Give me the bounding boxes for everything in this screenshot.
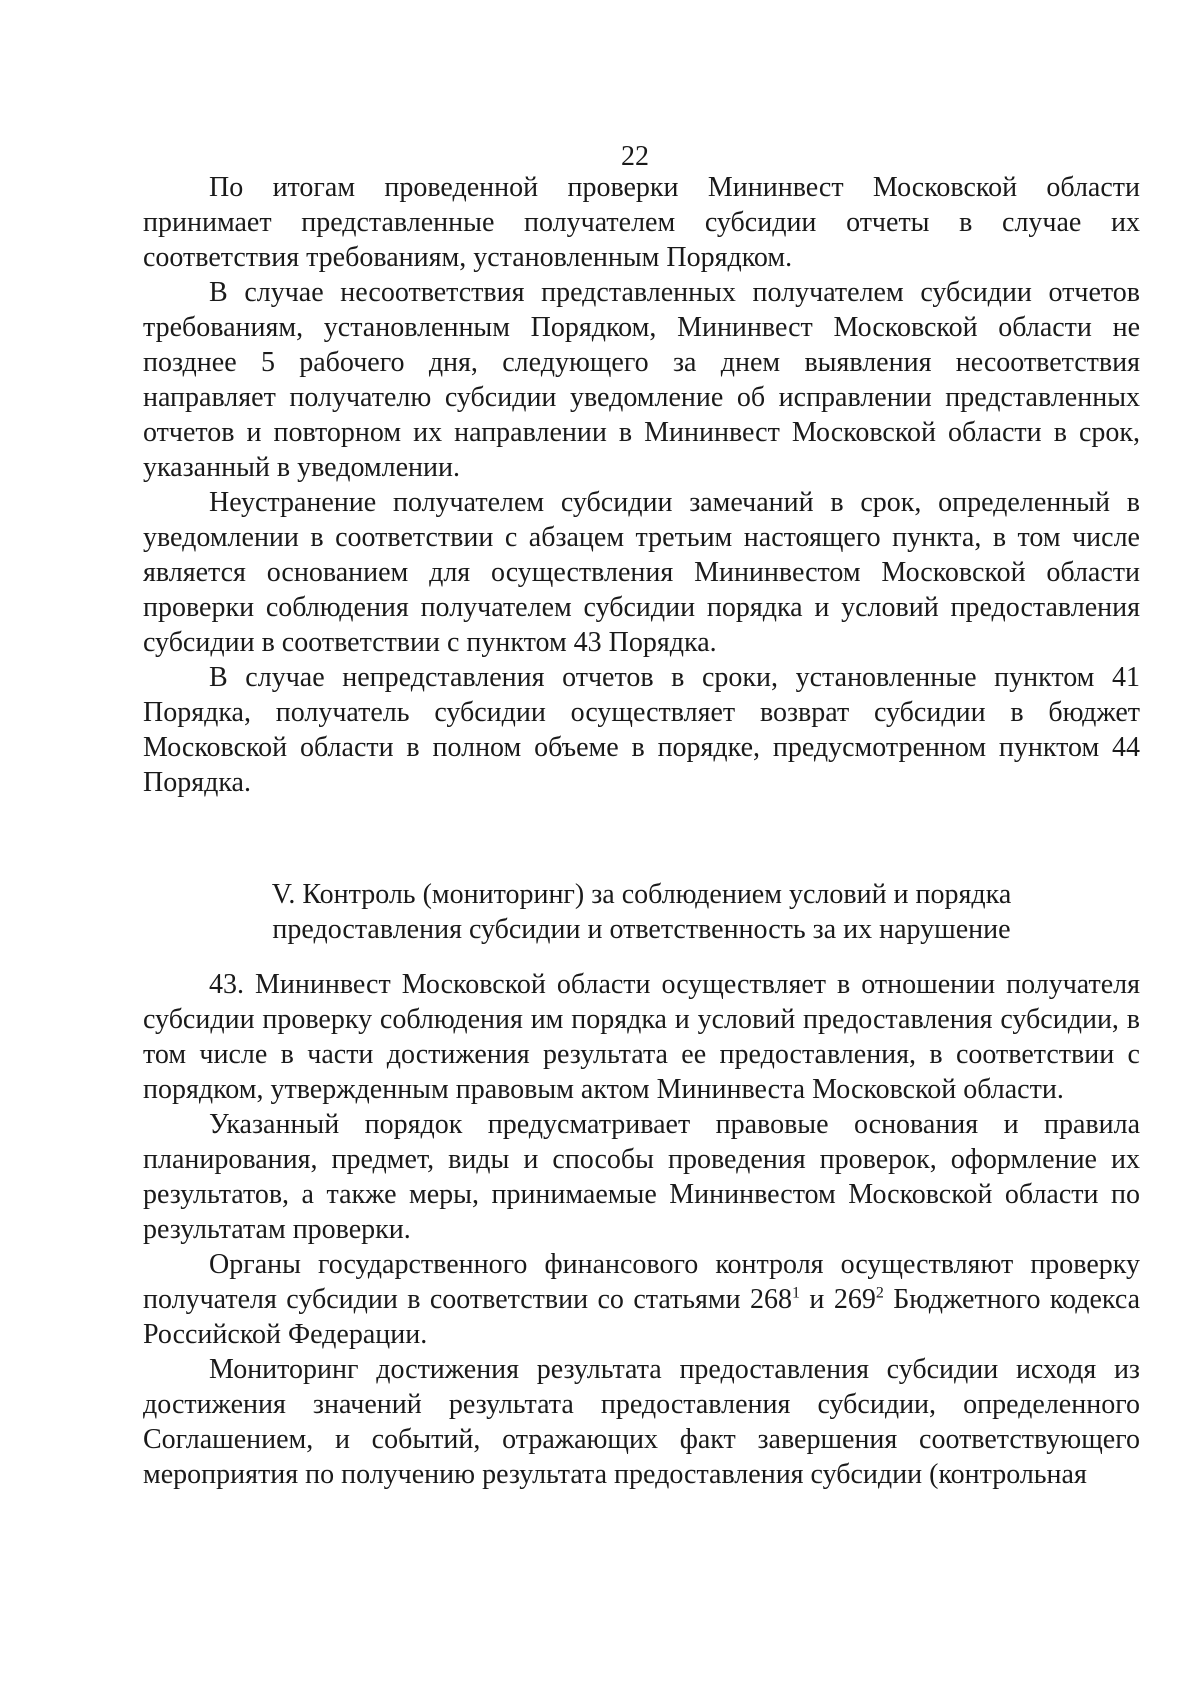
section-heading (143, 877, 1140, 947)
superscript-1: 1 (792, 1284, 801, 1302)
paragraph-failure-to-remedy: Неустранение получателем субсидии замечаний в срок, определенный в уведомлении в соответствии с абзацем третьим настоящего пункта, в том числе является основанием для осуществления Мининвестом Московской области проверки соблюдения получателем субсидии порядка и условий предоставления субсидии в соответствии с пунктом 43 Порядка. (143, 487, 1140, 658)
section-heading-line-1: V. Контроль (мониторинг) за соблюдением условий и порядка (271, 879, 1012, 910)
body-text-bottom (143, 967, 1140, 1492)
paragraph-verification-results: По итогам проведенной проверки Мининвест Московской области принимает представленные получателем субсидии отчеты в случае их соответствия требованиям, установленным Порядком. (143, 172, 1140, 273)
financial-control-text-3: Бюджетного кодекса Российской Федерации. (143, 1284, 1141, 1350)
page-number: 22 (621, 141, 649, 172)
body-text-top (143, 170, 1140, 800)
paragraph-monitoring: Мониторинг достижения результата предоставления субсидии исходя из достижения значений результата предоставления субсидии, определенного Соглашением, и событий, отражающих факт завершения соответствующего мероприятия по получению результата предоставления субсидии (контрольная (143, 1354, 1140, 1490)
paragraph-43: 43. Мининвест Московской области осуществляет в отношении получателя субсидии проверку соблюдения им порядка и условий предоставления субсидии, в том числе в части достижения результата ее предоставления, в соответствии с порядком, утвержденным правовым актом Мининвеста Московской области. (143, 969, 1140, 1105)
financial-control-text-2: и 269 (800, 1284, 876, 1315)
section-heading-line-2: предоставления субсидии и ответственность за их нарушение (272, 914, 1011, 945)
financial-control-text-1: Органы государственного финансового контроля осуществляют проверку получателя субсидии в соответствии со статьями 268 (143, 1249, 1140, 1315)
paragraph-non-submission: В случае непредставления отчетов в сроки, установленные пунктом 41 Порядка, получатель субсидии осуществляет возврат субсидии в бюджет Московской области в полном объеме в порядке, предусмотренном пунктом 44 Порядка. (143, 662, 1140, 798)
paragraph-nonconformity: В случае несоответствия представленных получателем субсидии отчетов требованиям, установленным Порядком, Мининвест Московской области не позднее 5 рабочего дня, следующего за днем выявления несоответствия направляет получателю субсидии уведомление об исправлении представленных отчетов и повторном их направлении в Мининвест Московской области в срок, указанный в уведомлении. (143, 277, 1140, 483)
paragraph-financial-control (143, 1247, 1140, 1352)
superscript-2: 2 (875, 1284, 884, 1302)
paragraph-procedure: Указанный порядок предусматривает правовые основания и правила планирования, предмет, виды и способы проведения проверок, оформление их результатов, а также меры, принимаемые Мининвестом Московской области по результатам проверки. (143, 1109, 1140, 1245)
